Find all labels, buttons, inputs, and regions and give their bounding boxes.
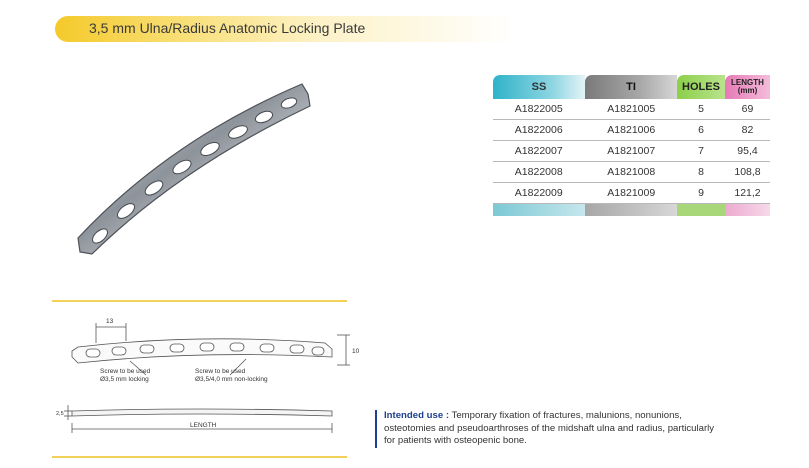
- cell-holes: 9: [677, 183, 725, 204]
- length-header-line1: LENGTH: [731, 78, 764, 87]
- table-row: [493, 183, 770, 204]
- drawing-hole: [140, 345, 154, 353]
- cell-holes: 8: [677, 162, 725, 183]
- note-nonlocking-line1: Screw to be used: [195, 368, 246, 375]
- drawing-hole: [260, 344, 274, 352]
- dim-thickness-label: 2,5: [56, 411, 64, 417]
- drawing-hole: [112, 347, 126, 355]
- cell-length: 69: [725, 99, 770, 120]
- intended-use-block: [375, 410, 724, 448]
- plate-side-view: [72, 409, 332, 416]
- cell-ss: A1822009: [493, 183, 585, 204]
- column-header-holes: HOLES: [677, 75, 725, 99]
- length-header-line2: (mm): [737, 86, 758, 95]
- strip-ti: [585, 204, 677, 217]
- cell-holes: 5: [677, 99, 725, 120]
- cell-ti: A1821008: [585, 162, 677, 183]
- intended-use-label: Intended use :: [384, 410, 450, 421]
- page-title: 3,5 mm Ulna/Radius Anatomic Locking Plate: [89, 20, 366, 36]
- technical-drawing: [50, 305, 370, 455]
- title-banner: [55, 16, 645, 42]
- note-locking-line1: Screw to be used: [100, 368, 151, 375]
- cell-length: 95,4: [725, 141, 770, 162]
- drawing-hole: [170, 344, 184, 352]
- cell-ss: A1822006: [493, 120, 585, 141]
- cell-ss: A1822005: [493, 99, 585, 120]
- length-label: LENGTH: [190, 422, 217, 429]
- cell-holes: 7: [677, 141, 725, 162]
- cell-ti: A1821007: [585, 141, 677, 162]
- table-row: [493, 99, 770, 120]
- drawing-hole: [312, 347, 324, 355]
- cell-holes: 6: [677, 120, 725, 141]
- strip-holes: [677, 204, 725, 217]
- dim-spacing-label: 13: [106, 318, 114, 325]
- drawing-top-rule: [52, 300, 347, 302]
- column-header-ti: TI: [585, 75, 677, 99]
- plate-product-image: [70, 70, 340, 270]
- cell-length: 121,2: [725, 183, 770, 204]
- table-row: [493, 141, 770, 162]
- drawing-bottom-rule: [52, 456, 347, 458]
- product-reference-table: [493, 75, 770, 216]
- strip-ss: [493, 204, 585, 217]
- drawing-hole: [230, 343, 244, 351]
- column-header-length: [725, 75, 770, 99]
- cell-ss: A1822007: [493, 141, 585, 162]
- table-row: [493, 120, 770, 141]
- cell-ti: A1821005: [585, 99, 677, 120]
- note-nonlocking-line2: Ø3,5/4,0 mm non-locking: [195, 376, 268, 383]
- dim-width-label: 10: [352, 348, 360, 355]
- cell-length: 108,8: [725, 162, 770, 183]
- strip-length: [725, 204, 770, 217]
- drawing-hole: [200, 343, 214, 351]
- table-color-strip: [493, 204, 770, 217]
- intended-use-text: Temporary fixation of fractures, malunions, nonunions, osteotomies and pseudoarthroses of the midshaft ulna and radius, particularly for patients with osteopenic bone.: [384, 410, 715, 446]
- drawing-hole: [290, 345, 304, 353]
- table-row: [493, 162, 770, 183]
- cell-ti: A1821006: [585, 120, 677, 141]
- cell-length: 82: [725, 120, 770, 141]
- cell-ti: A1821009: [585, 183, 677, 204]
- note-locking-line2: Ø3,5 mm locking: [100, 376, 149, 383]
- column-header-ss: SS: [493, 75, 585, 99]
- cell-ss: A1822008: [493, 162, 585, 183]
- drawing-hole: [86, 349, 100, 357]
